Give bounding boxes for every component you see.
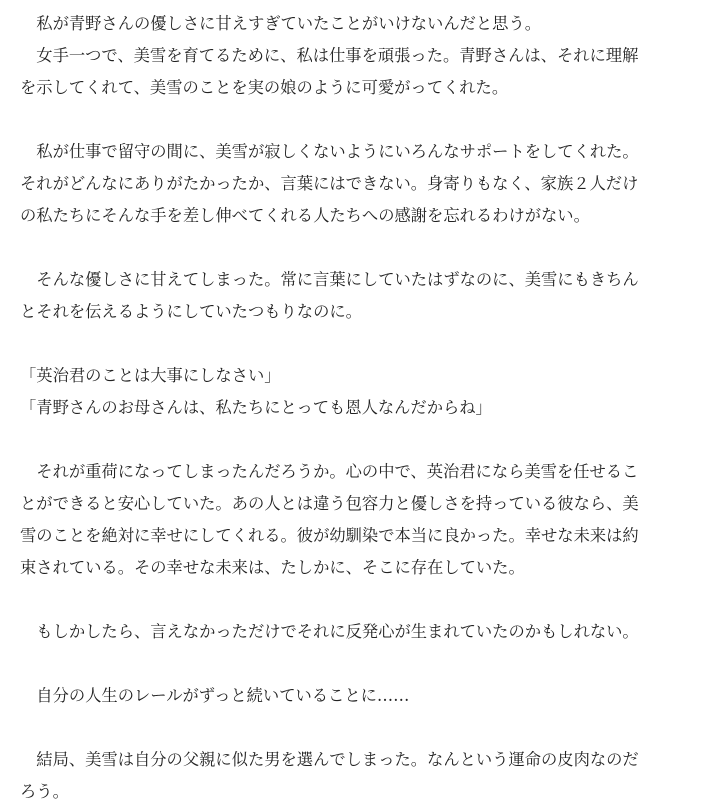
text-line: 雪のことを絶対に幸せにしてくれる。彼が幼馴染で本当に良かった。幸せな未来は約 xyxy=(20,526,639,545)
document-body xyxy=(20,8,692,808)
text-line: 女手一つで、美雪を育てるために、私は仕事を頑張った。青野さんは、それに理解 xyxy=(20,46,639,65)
paragraph-spacer xyxy=(20,104,692,136)
paragraph xyxy=(20,456,692,584)
paragraph-spacer xyxy=(20,712,692,744)
text-line: を示してくれて、美雪のことを実の娘のように可愛がってくれた。 xyxy=(20,78,509,97)
paragraph xyxy=(20,8,692,40)
text-line: 自分の人生のレールがずっと続いていることに…… xyxy=(20,686,410,705)
text-line: 結局、美雪は自分の父親に似た男を選んでしまった。なんという運命の皮肉なのだ xyxy=(20,750,639,769)
text-line: とそれを伝えるようにしていたつもりなのに。 xyxy=(20,302,362,321)
text-line: 「青野さんのお母さんは、私たちにとっても恩人なんだからね」 xyxy=(20,398,492,417)
text-line: の私たちにそんな手を差し伸べてくれる人たちへの感謝を忘れるわけがない。 xyxy=(20,206,590,225)
paragraph xyxy=(20,360,692,392)
text-line: 私が仕事で留守の間に、美雪が寂しくないようにいろんなサポートをしてくれた。 xyxy=(20,142,639,161)
paragraph-spacer xyxy=(20,232,692,264)
text-line: とができると安心していた。あの人とは違う包容力と優しさを持っている彼なら、美 xyxy=(20,494,639,513)
text-line: 束されている。その幸せな未来は、たしかに、そこに存在していた。 xyxy=(20,558,525,577)
text-line: それがどんなにありがたかったか、言葉にはできない。身寄りもなく、家族２人だけ xyxy=(20,174,639,193)
paragraph-spacer xyxy=(20,328,692,360)
paragraph-spacer xyxy=(20,424,692,456)
paragraph xyxy=(20,616,692,648)
paragraph xyxy=(20,136,692,232)
paragraph xyxy=(20,392,692,424)
paragraph xyxy=(20,264,692,328)
text-line: そんな優しさに甘えてしまった。常に言葉にしていたはずなのに、美雪にもきちん xyxy=(20,270,639,289)
paragraph-spacer xyxy=(20,584,692,616)
paragraph xyxy=(20,40,692,104)
paragraph-spacer xyxy=(20,648,692,680)
text-line: ろう。 xyxy=(20,782,69,801)
text-line: 「英治君のことは大事にしなさい」 xyxy=(20,366,281,385)
text-line: 私が青野さんの優しさに甘えすぎていたことがいけないんだと思う。 xyxy=(20,14,542,33)
text-line: それが重荷になってしまったんだろうか。心の中で、英治君になら美雪を任せるこ xyxy=(20,462,639,481)
paragraph xyxy=(20,744,692,808)
paragraph xyxy=(20,680,692,712)
text-line: もしかしたら、言えなかっただけでそれに反発心が生まれていたのかもしれない。 xyxy=(20,622,639,641)
